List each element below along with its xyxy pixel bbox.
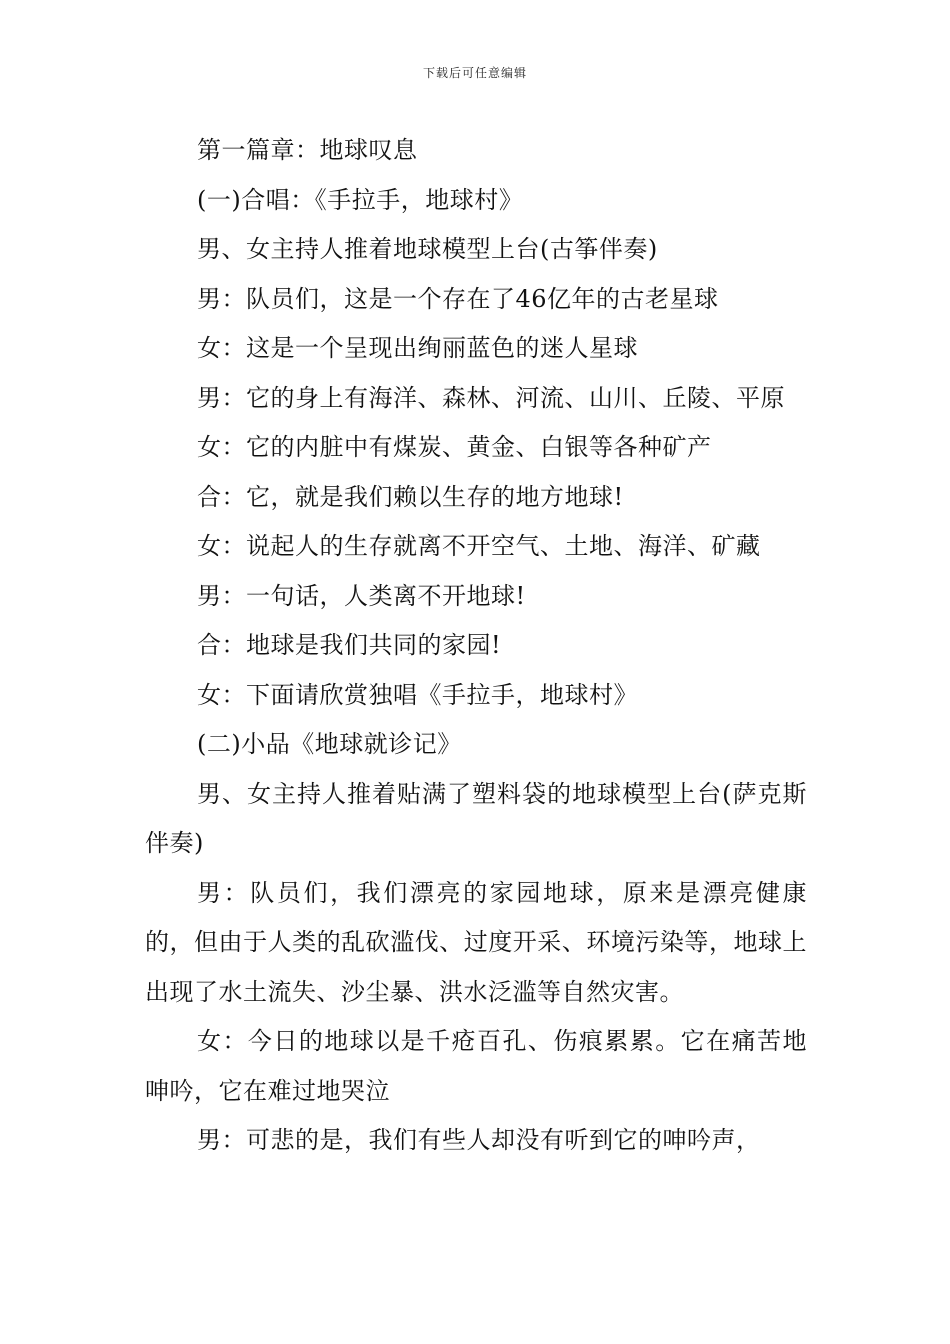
dialogue-line: 男：可悲的是，我们有些人却没有听到它的呻吟声， [197,1126,761,1154]
section-heading-chorus: (一)合唱：《手拉手，地球村》 [197,185,524,214]
dialogue-line: 女：下面请欣赏独唱《手拉手，地球村》 [197,680,638,709]
dialogue-line: 男：队员们，这是一个存在了46亿年的古老星球 [197,284,719,313]
dialogue-line: 合：地球是我们共同的家园! [197,631,502,659]
page-header: 下载后可任意编辑 [422,66,527,80]
document-body [145,126,807,1166]
stage-direction: 男、女主持人推着地球模型上台(古筝伴奏) [197,235,658,263]
dialogue-line: 女：这是一个呈现出绚丽蓝色的迷人星球 [197,334,638,362]
dialogue-line: 女：说起人的生存就离不开空气、土地、海洋、矿藏 [197,532,761,560]
dialogue-line: 女：今日的地球以是千疮百孔、伤痕累累。它在痛苦地呻吟，它在难过地哭泣 [145,1027,807,1105]
dialogue-line: 女：它的内脏中有煤炭、黄金、白银等各种矿产 [197,433,712,461]
dialogue-line: 男：它的身上有海洋、森林、河流、山川、丘陵、平原 [197,383,785,412]
dialogue-line: 男：队员们，我们漂亮的家园地球，原来是漂亮健康的，但由于人类的乱砍滥伐、过度开采、环境污染等，地球上出现了水土流失、沙尘暴、洪水泛滥等自然灾害。 [145,878,807,1006]
dialogue-line: 合：它，就是我们赖以生存的地方地球! [197,482,624,511]
chapter-heading: 第一篇章：地球叹息 [197,136,418,164]
stage-direction: 男、女主持人推着贴满了塑料袋的地球模型上台(萨克斯伴奏) [145,779,807,857]
section-heading-skit: (二)小品《地球就诊记》 [197,730,462,758]
dialogue-line: 男：一句话，人类离不开地球! [197,581,526,610]
